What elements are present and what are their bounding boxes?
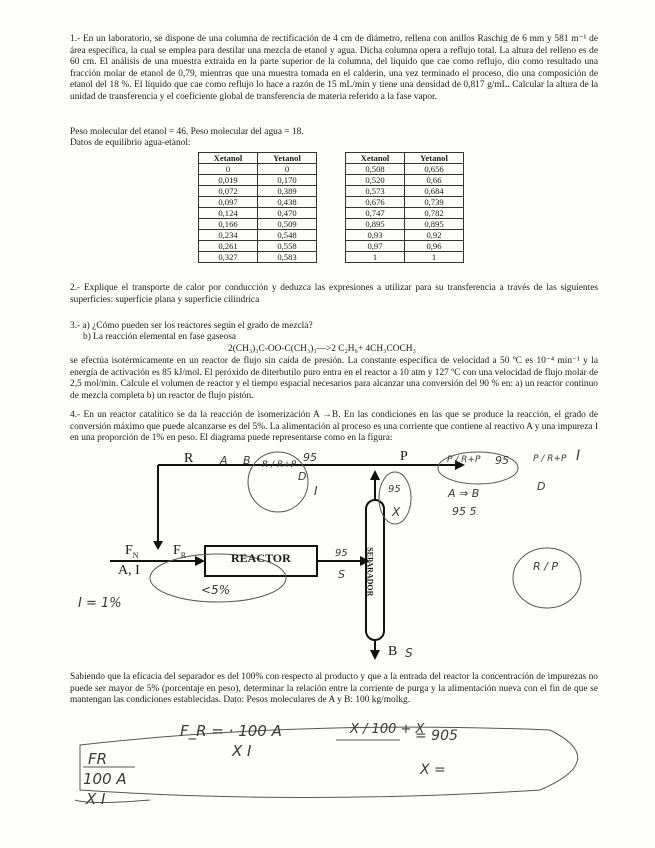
- x-etanol-cell: 0,097: [199, 197, 258, 208]
- fresh-feed-letter: F: [125, 543, 133, 558]
- reactor-feed-letter: F: [173, 543, 181, 558]
- hand-905: = 905: [415, 728, 458, 744]
- y-etanol-cell: 0,92: [405, 230, 464, 241]
- x-etanol-cell: 0,676: [346, 197, 405, 208]
- hand-outline-bottom: [80, 727, 578, 797]
- product-label: P: [400, 449, 408, 464]
- arrow-b-out: [370, 650, 380, 660]
- y-etanol-cell: 0,96: [405, 241, 464, 252]
- header-y-etanol: Yetanol: [258, 153, 317, 164]
- x-etanol-cell: 0,234: [199, 230, 258, 241]
- header-x-etanol: Xetanol: [199, 153, 258, 164]
- fresh-feed-label: [125, 545, 139, 561]
- x-etanol-cell: 0,747: [346, 208, 405, 219]
- hand-p-over-rp: P / R+P: [447, 455, 481, 465]
- header-x-etanol: Xetanol: [346, 153, 405, 164]
- x-etanol-cell: 0,520: [346, 175, 405, 186]
- hand-xi-2: X I: [232, 742, 252, 760]
- y-etanol-cell: 0,470: [258, 208, 317, 219]
- reactor-label: REACTOR: [231, 551, 291, 565]
- y-etanol-cell: 1: [405, 252, 464, 263]
- problem-4-statement: 4.- En un reactor catalítico se da la reacción de isomerización A →B. En las condiciones en las que se produce la reacción, el grado de conversión máximo que puede alcanzarse es del 5%. La alimentación al proceso es una corriente que contiene al reactivo A y una impureza I en una proporción de 1% en peso. El diagrama puede representarse como en la figura:: [70, 410, 598, 444]
- reaction-equation: 2(CH₃)₃C-OO-C(CH₃)₃—>2 C₂H₆+ 4CH₃COCH₃: [228, 344, 416, 354]
- reactor-feed-label: [173, 545, 186, 561]
- y-etanol-cell: 0,895: [405, 219, 464, 230]
- hand-a-to-b: A ⇒ B: [448, 487, 480, 500]
- hand-b-circled: B: [243, 454, 251, 467]
- hand-fraction: X / 100 + X: [350, 722, 425, 737]
- hand-i: I: [314, 484, 318, 498]
- y-etanol-cell: 0,548: [258, 230, 317, 241]
- fresh-feed-sub: N: [132, 550, 139, 560]
- y-etanol-cell: 0,782: [405, 208, 464, 219]
- hand-95-5: 95 5: [452, 505, 477, 518]
- y-etanol-cell: 0,438: [258, 197, 317, 208]
- equilibrium-data-title: Datos de equilibrio agua-etanol:: [70, 138, 191, 148]
- y-etanol-cell: 0,583: [258, 252, 317, 263]
- hand-a: A: [220, 454, 228, 467]
- x-etanol-cell: 0,97: [346, 241, 405, 252]
- x-etanol-cell: 0,072: [199, 186, 258, 197]
- hand-100a-left: 100 A: [83, 770, 127, 788]
- hand-d-2: D: [537, 480, 546, 493]
- x-etanol-cell: 0,573: [346, 186, 405, 197]
- hand-r-over-p: R / P: [533, 560, 558, 573]
- hand-95-top: 95: [303, 451, 317, 464]
- hand-95-sep: 95: [388, 484, 401, 495]
- x-etanol-cell: 0,327: [199, 252, 258, 263]
- arrow-reactor-in: [195, 556, 205, 566]
- hand-fr-equation: F_R = · 100 A: [180, 722, 282, 740]
- hand-circle-rp: [513, 548, 581, 608]
- hand-r-over-rp: R / R+P: [262, 460, 297, 470]
- x-etanol-cell: 0,166: [199, 219, 258, 230]
- hand-i-2: I: [576, 448, 581, 464]
- y-etanol-cell: 0,509: [258, 219, 317, 230]
- hand-95-outlet: 95: [335, 548, 348, 559]
- y-etanol-cell: 0,389: [258, 186, 317, 197]
- y-etanol-cell: 0,170: [258, 175, 317, 186]
- y-etanol-cell: 0,739: [405, 197, 464, 208]
- hand-95-right: 95: [495, 454, 509, 467]
- y-etanol-cell: 0,558: [258, 241, 317, 252]
- x-etanol-cell: 0,93: [346, 230, 405, 241]
- problem-3-part-b: b) La reacción elemental en fase gaseosa: [83, 332, 237, 342]
- problem-4-question: Sabiendo que la eficacia del separador es del 100% con respecto al producto y que a la entrada del reactor la concentración de impurezas no puede ser mayor de 5% (porcentaje en peso), determinar la relación entre la corriente de purga y la alimentación nueva con el fin de que se mantengan las condiciones establecidas. Dato: Pesos moleculares de A y B: 100 kg/molkg.: [70, 672, 598, 706]
- x-etanol-cell: 0: [199, 164, 258, 175]
- recycle-label: [184, 453, 193, 465]
- header-y-etanol: Yetanol: [405, 153, 464, 164]
- arrow-separator-up: [370, 470, 380, 480]
- problem-1-statement: 1.- En un laboratorio, se dispone de una columna de rectificación de 4 cm de diámetro, rellena con anillos Raschig de 6 mm y 581 m⁻¹ de área específica, la cual se emplea para destilar una mezcla de etanol y agua. Dicha columna opera a reflujo total. La altura del relleno es de 60 cm. El análisis de una muestra extraída en la parte superior de la columna, del líquido que cae como reflujo, dio como resultado una fracción molar de etanol de 0,79, mientras que una muestra tomada en el calderín, una vez terminado el proceso, dio una composición de etanol del 18 %. El líquido que cae como reflujo lo hace a razón de 15 mL/min y tiene una densidad de 0,817 g/mL. Calcular la altura de la unidad de transferencia y el coeficiente global de transferencia de materia referido a la fase vapor.: [70, 34, 598, 102]
- reactor-feed-sub: R: [180, 550, 187, 560]
- y-etanol-cell: 0,656: [405, 164, 464, 175]
- hand-x: X: [392, 505, 401, 519]
- bottoms-label: B: [388, 644, 398, 659]
- x-etanol-cell: 0,895: [346, 219, 405, 230]
- y-etanol-cell: 0,684: [405, 186, 464, 197]
- hand-xi-left: X I: [86, 790, 106, 808]
- hand-p-over-rp-2: P / R+P: [533, 454, 567, 464]
- y-etanol-cell: 0: [258, 164, 317, 175]
- problem-3-part-a: 3.- a) ¿Cómo pueden ser los reactores según el grado de mezcla?: [70, 321, 313, 331]
- hand-d: D: [298, 470, 307, 483]
- y-etanol-cell: 0,66: [405, 175, 464, 186]
- x-etanol-cell: 0,508: [346, 164, 405, 175]
- arrow-down-recycle: [153, 541, 163, 550]
- problem-2-statement: 2.- Explique el transporte de calor por conducción y deduzca las expresiones a utilizar para su transferencia a través de las siguientes superficies: superficie plana y superficie cilíndrica: [70, 283, 598, 305]
- hand-s-bottom: S: [405, 646, 413, 660]
- hand-i-1-percent: I = 1%: [78, 596, 122, 611]
- hand-x-equals: X =: [420, 762, 446, 778]
- molecular-weights-line: Peso molecular del etanol = 46. Peso molecular del agua = 18.: [70, 127, 304, 137]
- x-etanol-cell: 0,261: [199, 241, 258, 252]
- x-etanol-cell: 1: [346, 252, 405, 263]
- hand-fr-left: FR: [88, 750, 108, 768]
- hand-s-outlet: S: [338, 568, 345, 581]
- x-etanol-cell: 0,124: [199, 208, 258, 219]
- feed-components-label: A, I: [118, 563, 140, 578]
- separator-label: SEPARADOR: [365, 547, 375, 597]
- recycle-label-text: R: [184, 451, 194, 466]
- x-etanol-cell: 0,019: [199, 175, 258, 186]
- hand-lt-5: <5%: [201, 583, 231, 597]
- problem-3-statement: se efectúa isotérmicamente en un reactor de flujo sin caída de presión. La constante específica de velocidad a 50 ºC es 10⁻⁴ min⁻¹ y la energía de activación es 85 kJ/mol. El peróxido de diterbutilo puro entra en el reactor a 10 atm y 127 ºC con una velocidad de flujo molar de 2,5 mol/min. Calcule el volumen de reactor y el tiempo espacial necesarios para alcanzar una conversión del 90 % en: a) un reactor continuo de mezcla completa b) un reactor de flujo pistón.: [70, 356, 598, 401]
